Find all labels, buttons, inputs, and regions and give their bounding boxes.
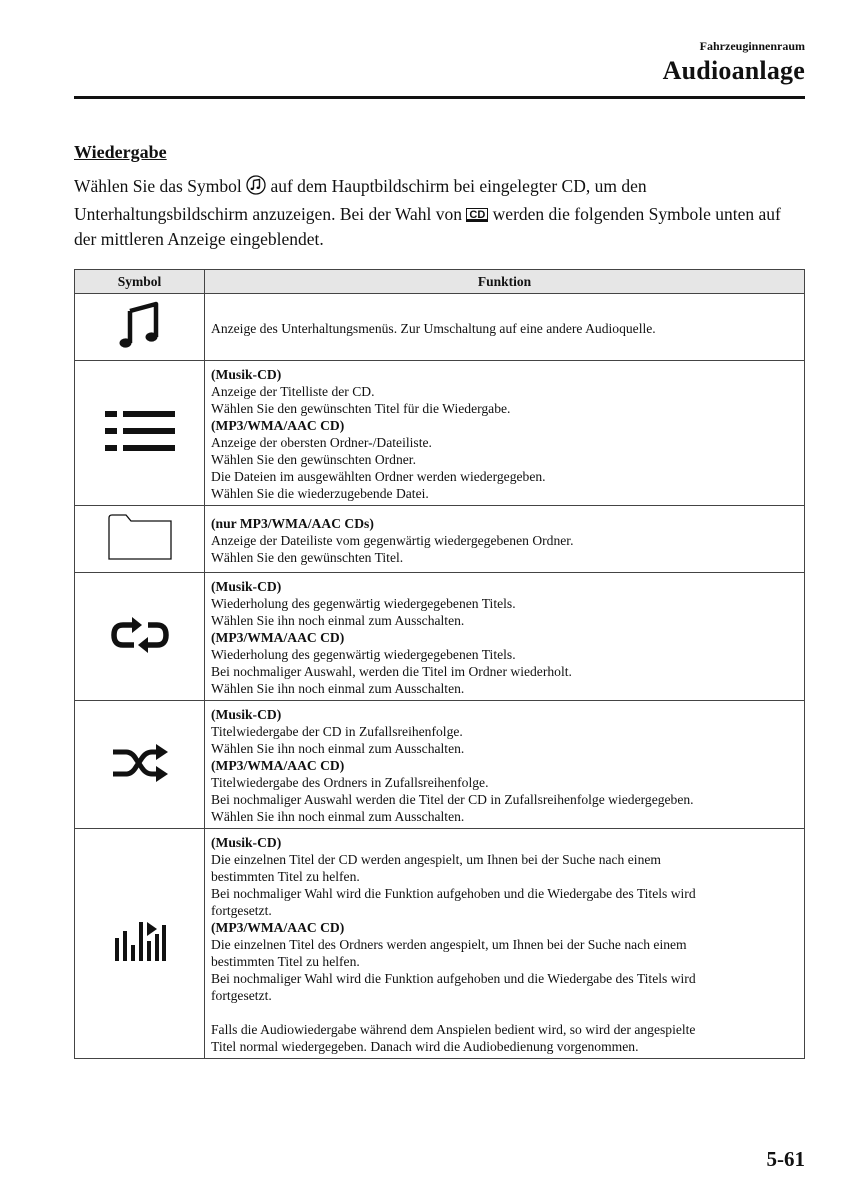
function-text-line: bestimmten Titel zu helfen. — [211, 954, 360, 969]
function-text-line: Wiederholung des gegenwärtig wiedergegebenen Titels. — [211, 647, 516, 662]
table-row — [75, 506, 805, 573]
function-text-line: Bei nochmaliger Auswahl werden die Titel der CD in Zufallsreihenfolge wiedergegeben. — [211, 792, 694, 807]
function-text-line: Wählen Sie den gewünschten Titel für die Wiedergabe. — [211, 401, 511, 416]
col-header-function: Funktion — [205, 270, 805, 294]
function-text-line: Anzeige der obersten Ordner-/Dateiliste. — [211, 435, 432, 450]
function-text-line: bestimmten Titel zu helfen. — [211, 869, 360, 884]
page-number: 5-61 — [766, 1147, 805, 1171]
list-icon — [105, 409, 175, 453]
function-text-line: Anzeige der Dateiliste vom gegenwärtig wiedergegebenen Ordner. — [211, 532, 574, 548]
music-note-circle-icon — [246, 175, 266, 202]
scan-icon — [114, 921, 166, 963]
function-cell — [205, 361, 805, 506]
function-text-line: fortgesetzt. — [211, 988, 272, 1003]
function-cell — [205, 701, 805, 829]
symbol-cell — [75, 294, 205, 361]
function-text-line: Titel normal wiedergegeben. Danach wird die Audiobedienung vorgenommen. — [211, 1039, 639, 1054]
table-row — [75, 573, 805, 701]
blank-line — [211, 1004, 798, 1021]
section-heading: Wiedergabe — [74, 142, 167, 162]
function-subheading: (MP3/WMA/AAC CD) — [211, 630, 345, 645]
col-header-symbol: Symbol — [75, 270, 205, 294]
intro-text-1: Wählen Sie das Symbol — [74, 176, 247, 196]
function-text-line: Bei nochmaliger Wahl wird die Funktion aufgehoben und die Wiedergabe des Titels wird — [211, 886, 696, 901]
function-text-line: Die einzelnen Titel des Ordners werden angespielt, um Ihnen bei der Suche nach einem — [211, 937, 687, 952]
function-subheading: (MP3/WMA/AAC CD) — [211, 758, 345, 773]
function-text-line: Titelwiedergabe der CD in Zufallsreihenfolge. — [211, 724, 463, 739]
repeat-icon — [110, 615, 170, 655]
function-text-line: Anzeige der Titelliste der CD. — [211, 384, 375, 399]
function-text-line: Die einzelnen Titel der CD werden angespielt, um Ihnen bei der Suche nach einem — [211, 852, 661, 867]
page-title: Audioanlage — [662, 56, 805, 85]
function-subheading: (nur MP3/WMA/AAC CDs) — [211, 515, 374, 531]
function-subheading: (MP3/WMA/AAC CD) — [211, 418, 345, 433]
function-text-line: Wählen Sie ihn noch einmal zum Ausschalten. — [211, 613, 465, 628]
symbol-cell — [75, 701, 205, 829]
intro-paragraph — [74, 174, 794, 252]
function-cell — [205, 294, 805, 361]
function-cell — [205, 506, 805, 573]
table-row — [75, 294, 805, 361]
function-subheading: (Musik-CD) — [211, 367, 282, 382]
symbol-cell — [75, 829, 205, 1059]
function-text-line: Bei nochmaliger Auswahl, werden die Titel im Ordner wiederholt. — [211, 664, 572, 679]
function-cell — [205, 829, 805, 1059]
function-text-line: Falls die Audiowiedergabe während dem Anspielen bedient wird, so wird der angespielte — [211, 1022, 696, 1037]
function-cell — [205, 573, 805, 701]
header-section-label: Fahrzeuginnenraum — [699, 39, 805, 53]
function-subheading: (Musik-CD) — [211, 579, 282, 594]
function-subheading: (Musik-CD) — [211, 835, 282, 850]
function-text-line: Wählen Sie ihn noch einmal zum Ausschalten. — [211, 681, 465, 696]
function-text-line: Anzeige des Unterhaltungsmenüs. Zur Umschaltung auf eine andere Audioquelle. — [211, 320, 656, 336]
music-note-icon — [118, 301, 162, 349]
function-text-line: Wiederholung des gegenwärtig wiedergegebenen Titels. — [211, 596, 516, 611]
shuffle-icon — [110, 743, 170, 783]
function-text-line: Wählen Sie ihn noch einmal zum Ausschalten. — [211, 809, 465, 824]
symbol-table — [74, 269, 805, 1059]
function-text-line: Wählen Sie die wiederzugebende Datei. — [211, 486, 429, 501]
function-text-line: fortgesetzt. — [211, 903, 272, 918]
symbol-cell — [75, 361, 205, 506]
symbol-cell — [75, 573, 205, 701]
cd-button-icon: CD — [466, 208, 488, 222]
function-text-line: Die Dateien im ausgewählten Ordner werden wiedergegeben. — [211, 469, 546, 484]
function-subheading: (Musik-CD) — [211, 707, 282, 722]
intro-text-2: auf dem Hauptbildschirm bei eingelegter CD, um den Unterhaltungsbildschirm anzuzeigen. Bei der Wahl von — [74, 176, 647, 224]
function-text-line: Wählen Sie den gewünschten Titel. — [211, 549, 404, 565]
symbol-cell — [75, 506, 205, 573]
function-text-line: Titelwiedergabe des Ordners in Zufallsreihenfolge. — [211, 775, 489, 790]
header-rule — [74, 96, 805, 99]
function-text-line: Wählen Sie den gewünschten Ordner. — [211, 452, 416, 467]
table-row — [75, 361, 805, 506]
table-row — [75, 829, 805, 1059]
folder-icon — [108, 514, 172, 560]
function-text-line: Bei nochmaliger Wahl wird die Funktion aufgehoben und die Wiedergabe des Titels wird — [211, 971, 696, 986]
table-header-row — [75, 270, 805, 294]
table-row — [75, 701, 805, 829]
function-text-line: Wählen Sie ihn noch einmal zum Ausschalten. — [211, 741, 465, 756]
function-subheading: (MP3/WMA/AAC CD) — [211, 920, 345, 935]
intro-text-3: werden die folgenden Symbole unten auf der mittleren Anzeige eingeblendet. — [74, 204, 781, 249]
